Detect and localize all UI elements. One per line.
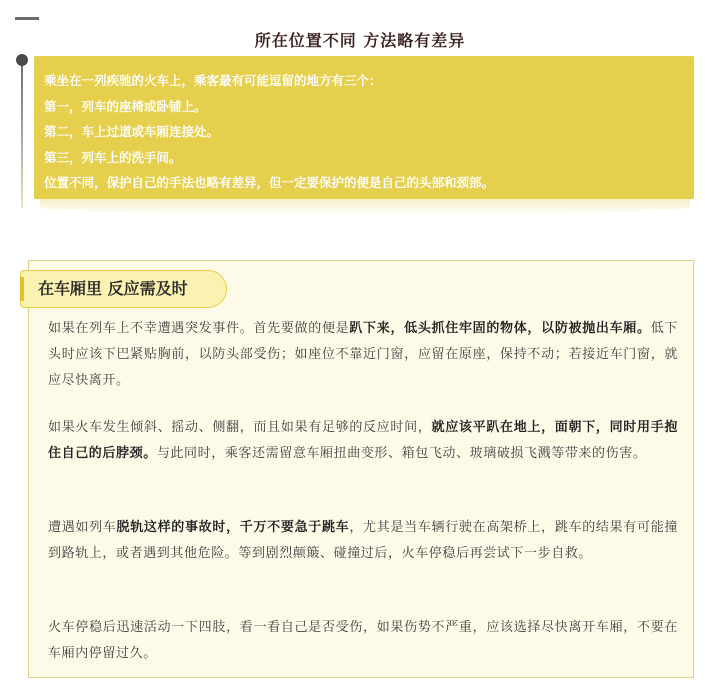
intro-line: 位置不同，保护自己的手法也略有差异，但一定要保护的便是自己的头部和颈部。 bbox=[44, 175, 495, 190]
paragraph bbox=[48, 415, 678, 467]
intro-line: 第二，车上过道或车厢连接处。 bbox=[44, 124, 220, 139]
paragraph-text: 遭遇如列车 bbox=[48, 520, 117, 535]
paragraph-text: 与此同时，乘客还需留意车厢扭曲变形、箱包飞动、玻璃破损飞溅等带来的伤害。 bbox=[156, 446, 647, 461]
paragraph-bold-text: 趴下来，低头抓住牢固的物体，以防被抛出车厢。 bbox=[349, 321, 651, 336]
paragraph-text: 火车停稳后迅速活动一下四肢，看一看自己是否受伤，如果伤势不严重，应该选择尽快离开车厢，不要在车厢内停留过久。 bbox=[48, 620, 678, 661]
section-title: 所在位置不同 方法略有差异 bbox=[254, 31, 466, 50]
timeline-dot bbox=[16, 54, 28, 66]
paragraph-text: 如果火车发生倾斜、摇动、侧翻，而且如果有足够的反应时间， bbox=[48, 420, 432, 435]
intro-box-shadow bbox=[40, 199, 690, 215]
paragraph-bold-text: 就应该平趴在地上，面朝下，同时用手抱住自己的后脖颈。 bbox=[48, 420, 678, 461]
paragraph-text: 如果在列车上不幸遭遇突发事件。首先要做的便是 bbox=[48, 321, 350, 336]
card-title-accent bbox=[20, 277, 24, 301]
paragraph bbox=[48, 316, 678, 394]
card-title: 在车厢里 反应需及时 bbox=[38, 279, 188, 298]
intro-line: 第三，列车上的洗手间。 bbox=[44, 149, 182, 165]
intro-box bbox=[34, 56, 694, 199]
paragraph bbox=[48, 615, 678, 667]
timeline-line bbox=[21, 60, 23, 208]
paragraph-text: 低下头时应该下巴紧贴胸前，以防头部受伤；如座位不靠近门窗，应留在原座，保持不动；若接近车门窗，就应尽快离开。 bbox=[48, 321, 679, 388]
paragraph bbox=[48, 515, 678, 567]
intro-line: 第一，列车的座椅或卧铺上。 bbox=[44, 98, 207, 114]
paragraph-text: ，尤其是当车辆行驶在高架桥上，跳车的结果有可能撞到路轨上，或者遇到其他危险。等到剧烈颠簸、碰撞过后，火车停稳后再尝试下一步自救。 bbox=[48, 520, 678, 561]
top-dash-decoration bbox=[15, 17, 39, 20]
intro-line: 乘坐在一列疾驰的火车上，乘客最有可能逗留的地方有三个： bbox=[44, 73, 382, 88]
paragraph-bold-text: 脱轨这样的事故时，千万不要急于跳车 bbox=[116, 520, 350, 535]
